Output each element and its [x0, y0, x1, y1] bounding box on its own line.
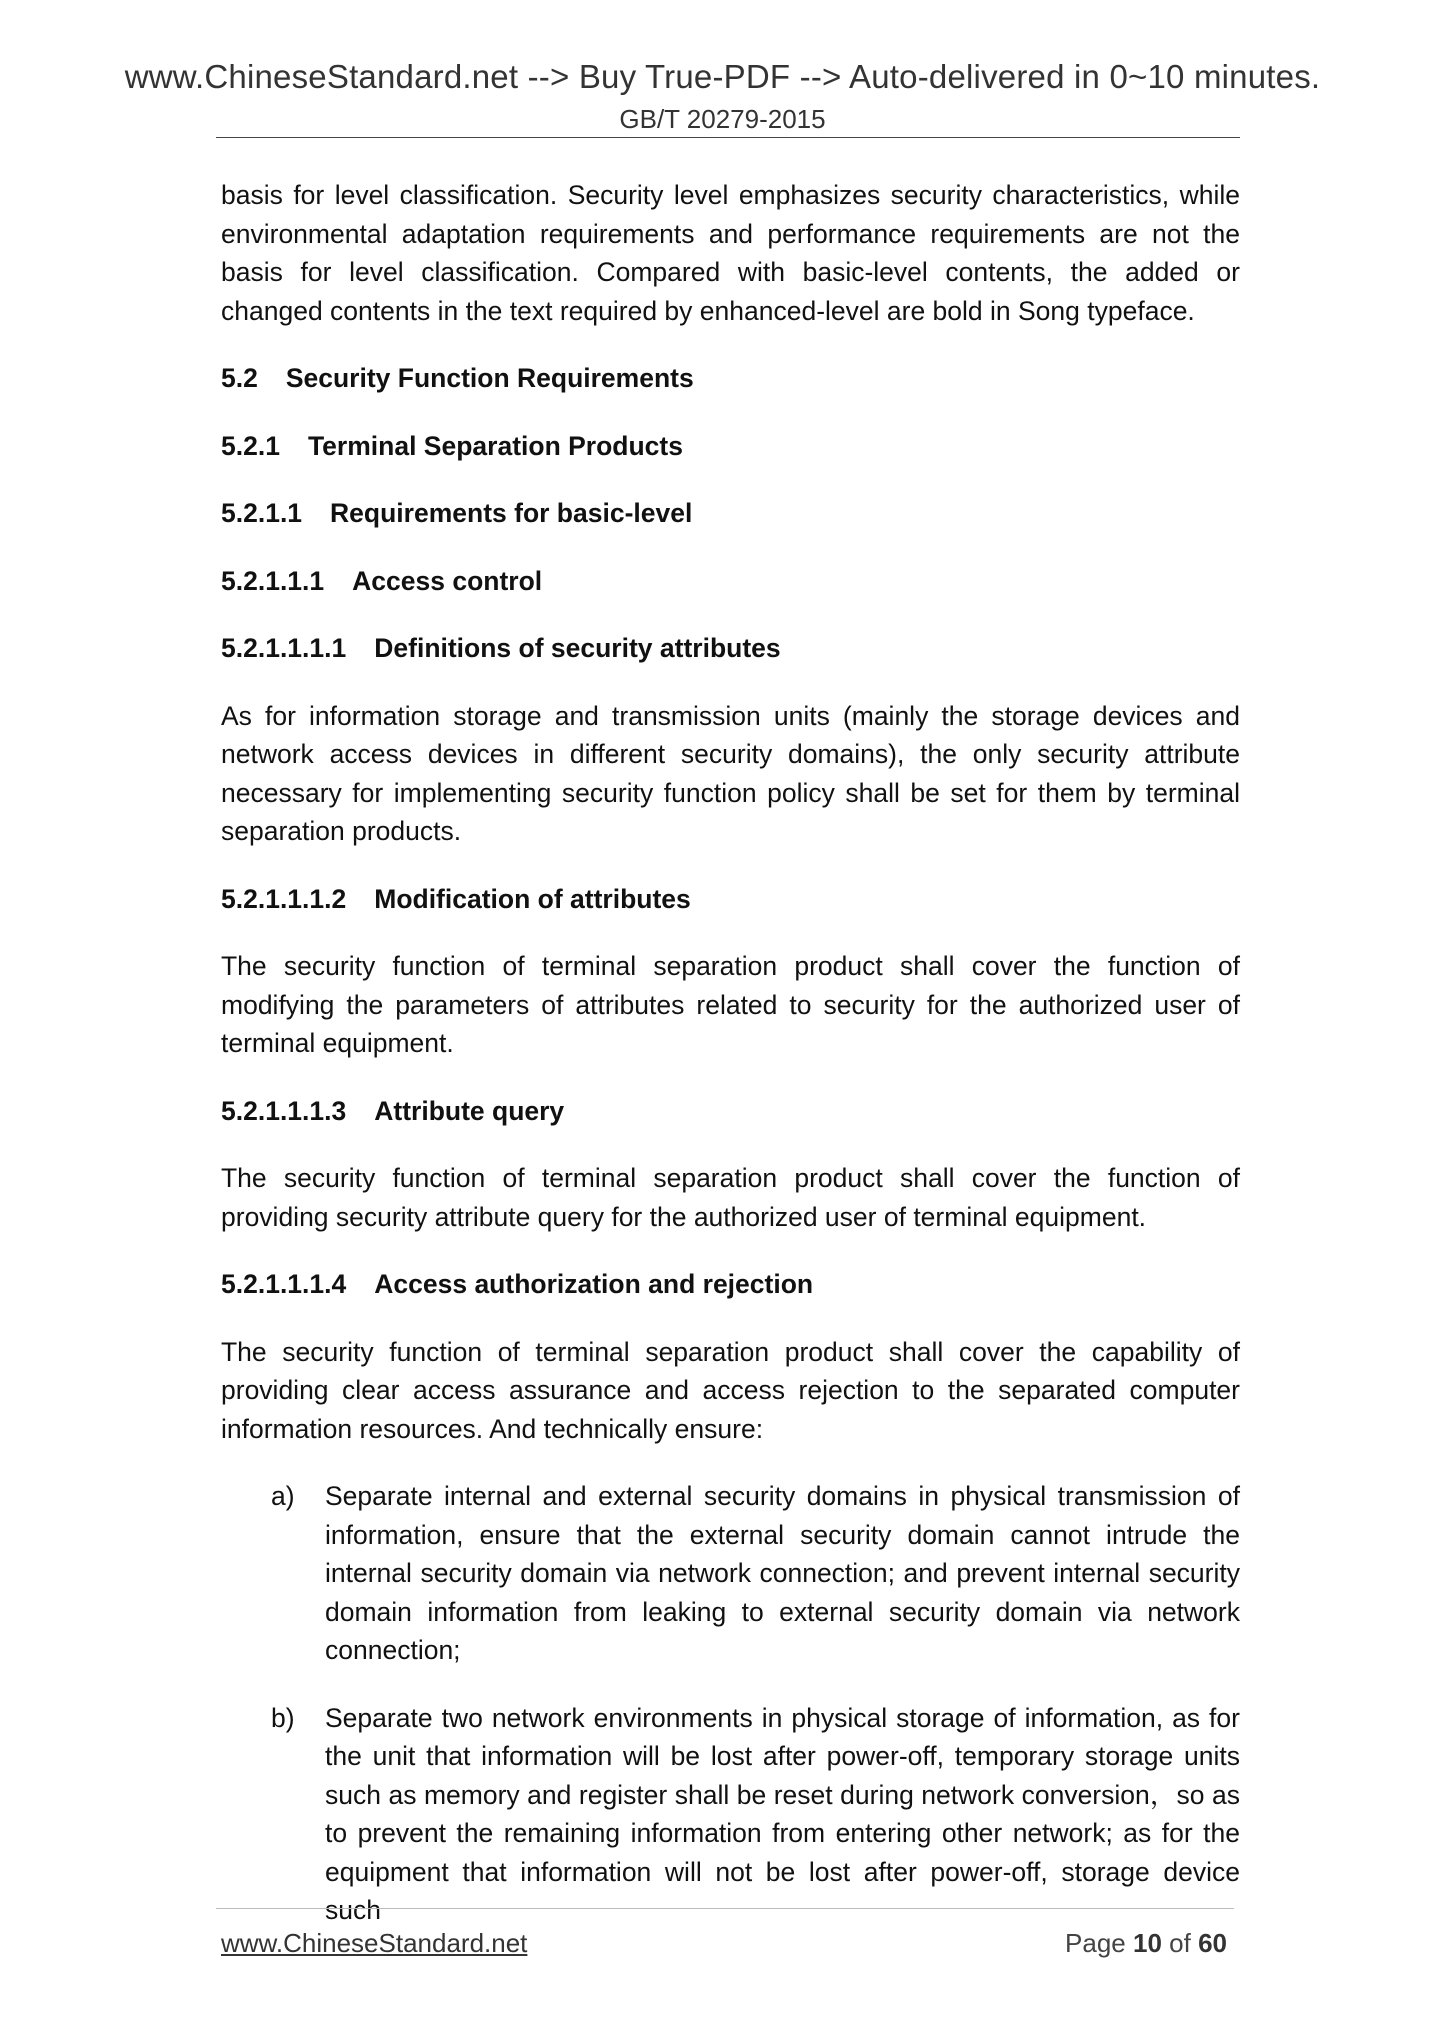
- list-item-text: Separate two network environments in physical storage of information, as for the unit that information will be lost after power-off, temporary storage units such as memory and register shall be reset during network conversion，so as to prevent the remaining information from entering other network; as for the equipment that information will not be lost after power-off, storage device such: [325, 1702, 1240, 1925]
- list-item: [221, 1699, 1240, 1930]
- document-code: GB/T 20279-2015: [619, 104, 826, 134]
- heading-title: Modification of attributes: [374, 883, 691, 914]
- heading-title: Access authorization and rejection: [374, 1269, 814, 1299]
- heading-number: 5.2.1.1.1.2: [221, 883, 347, 914]
- site-banner: www.ChineseStandard.net --> Buy True-PDF --> Auto-delivered in 0~10 minutes.: [124, 58, 1321, 95]
- header-divider: [216, 137, 1240, 138]
- heading-5-2-1-1-1: [221, 562, 1240, 601]
- heading-title: Definitions of security attributes: [374, 633, 781, 663]
- list-item-text: Separate internal and external security domains in physical transmission of information, ensure that the external security domain cannot intrude the internal security domain via network connection; and prevent internal security domain information from leaking to external security domain via network connection;: [325, 1481, 1240, 1665]
- heading-5-2: [221, 359, 1240, 398]
- paragraph-modification: The security function of terminal separation product shall cover the function of modifying the parameters of attributes related to security for the authorized user of terminal equipment.: [221, 951, 1240, 1058]
- heading-title: Attribute query: [374, 1095, 565, 1126]
- heading-5-2-1-1-1-4: [221, 1265, 1240, 1304]
- heading-number: 5.2: [221, 363, 258, 393]
- heading-5-2-1-1-1-2: [221, 880, 1240, 919]
- list-item: [221, 1477, 1240, 1670]
- paragraph-access-authorization: The security function of terminal separation product shall cover the capability of providing clear access assurance and access rejection to the separated computer information resources. And technically ensure:: [221, 1336, 1240, 1444]
- heading-5-2-1: [221, 427, 1240, 466]
- footer-divider: [216, 1908, 1234, 1909]
- heading-number: 5.2.1.1.1: [221, 565, 325, 596]
- paragraph-attribute-query: The security function of terminal separation product shall cover the function of providing security attribute query for the authorized user of terminal equipment.: [221, 1163, 1240, 1232]
- heading-title: Requirements for basic-level: [330, 498, 693, 528]
- list-marker: b): [271, 1702, 295, 1733]
- heading-number: 5.2.1: [221, 430, 280, 461]
- heading-title: Access control: [352, 565, 543, 596]
- heading-title: Security Function Requirements: [285, 363, 694, 393]
- heading-number: 5.2.1.1.1.3: [221, 1095, 347, 1126]
- heading-number: 5.2.1.1.1.1: [221, 633, 347, 663]
- heading-number: 5.2.1.1: [221, 498, 303, 528]
- paragraph-intro: basis for level classification. Security level emphasizes security characteristics, while environmental adaptation requirements and performance requirements are not the basis for level classification. Compared with basic-level contents, the added or changed contents in the text required by enhanced-level are bold in Song typeface.: [221, 180, 1240, 326]
- heading-5-2-1-1-1-1: [221, 629, 1240, 668]
- page-of: of: [1169, 1928, 1191, 1958]
- list-marker: a): [271, 1481, 295, 1511]
- page-number: [1065, 1928, 1227, 1959]
- heading-5-2-1-1: [221, 494, 1240, 533]
- page-total: 60: [1198, 1928, 1227, 1958]
- heading-title: Terminal Separation Products: [307, 430, 683, 461]
- heading-number: 5.2.1.1.1.4: [221, 1269, 347, 1299]
- paragraph-security-attributes: As for information storage and transmission units (mainly the storage devices and network access devices in different security domains), the only security attribute necessary for implementing security function policy shall be set for them by terminal separation products.: [221, 700, 1240, 846]
- page-current: 10: [1133, 1928, 1162, 1958]
- footer-site-link[interactable]: www.ChineseStandard.net: [221, 1928, 528, 1958]
- page-content: [221, 176, 1240, 1959]
- heading-5-2-1-1-1-3: [221, 1092, 1240, 1131]
- page-prefix: Page: [1065, 1928, 1126, 1958]
